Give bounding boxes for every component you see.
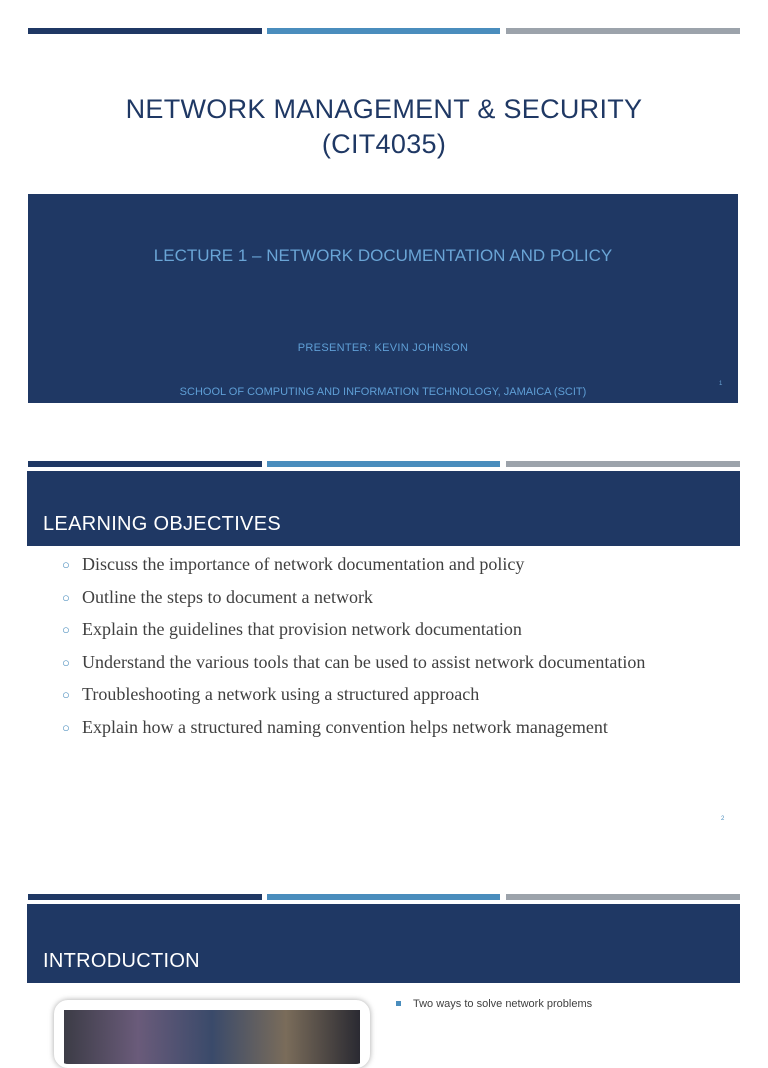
objective-text: Explain how a structured naming convention helps network management — [82, 716, 608, 737]
list-item — [62, 552, 742, 585]
accent-bar-navy — [28, 461, 262, 467]
slide2-page-number: 2 — [721, 816, 725, 822]
list-item — [62, 715, 742, 748]
introduction-bullets — [396, 998, 592, 1010]
photo-image — [64, 1010, 360, 1064]
lecture-title: LECTURE 1 – NETWORK DOCUMENTATION AND POLICY — [153, 246, 613, 265]
accent-bar-blue — [267, 28, 500, 34]
list-item — [62, 682, 742, 715]
objective-text: Outline the steps to document a network — [82, 586, 373, 607]
accent-bar-blue — [267, 894, 500, 900]
list-item — [62, 650, 742, 683]
slide2-accent-bars — [28, 461, 740, 467]
objective-text: Discuss the importance of network documentation and policy — [82, 554, 525, 574]
circle-bullet-icon: ○ — [62, 557, 70, 572]
course-title-line1: NETWORK MANAGEMENT & SECURITY — [125, 94, 643, 124]
square-bullet-icon — [396, 1001, 401, 1006]
list-item — [396, 998, 592, 1010]
objective-text: Troubleshooting a network using a structured approach — [82, 684, 480, 704]
objectives-list — [62, 552, 742, 747]
course-title-line2: (CIT4035) — [321, 129, 447, 159]
accent-bar-gray — [506, 894, 740, 900]
learning-objectives-heading: LEARNING OBJECTIVES — [43, 513, 281, 535]
circle-bullet-icon: ○ — [62, 589, 70, 605]
presenter-name: PRESENTER: KEVIN JOHNSON — [297, 342, 469, 354]
introduction-header — [27, 904, 740, 983]
list-item — [62, 585, 742, 618]
circle-bullet-icon: ○ — [62, 622, 70, 637]
slide3-accent-bars — [28, 894, 740, 900]
slide1-accent-bars — [28, 28, 740, 34]
accent-bar-blue — [267, 461, 500, 467]
list-item — [62, 617, 742, 650]
circle-bullet-icon: ○ — [62, 654, 70, 670]
bullet-text: Two ways to solve network problems — [413, 998, 593, 1010]
objective-text: Explain the guidelines that provision network documentation — [82, 619, 522, 639]
lecture-info-block — [28, 194, 738, 403]
objective-text: Understand the various tools that can be used to assist network documentation — [82, 651, 646, 672]
school-name: SCHOOL OF COMPUTING AND INFORMATION TECHNOLOGY, JAMAICA (SCIT) — [179, 386, 587, 398]
circle-bullet-icon: ○ — [62, 687, 70, 702]
accent-bar-gray — [506, 28, 740, 34]
circle-bullet-icon: ○ — [62, 719, 70, 735]
network-cables-photo — [54, 1000, 370, 1068]
introduction-heading: INTRODUCTION — [43, 950, 200, 972]
accent-bar-navy — [28, 894, 262, 900]
accent-bar-gray — [506, 461, 740, 467]
accent-bar-navy — [28, 28, 262, 34]
slide1-page-number: 1 — [719, 381, 723, 387]
course-title — [28, 92, 740, 162]
learning-objectives-header — [27, 471, 740, 546]
